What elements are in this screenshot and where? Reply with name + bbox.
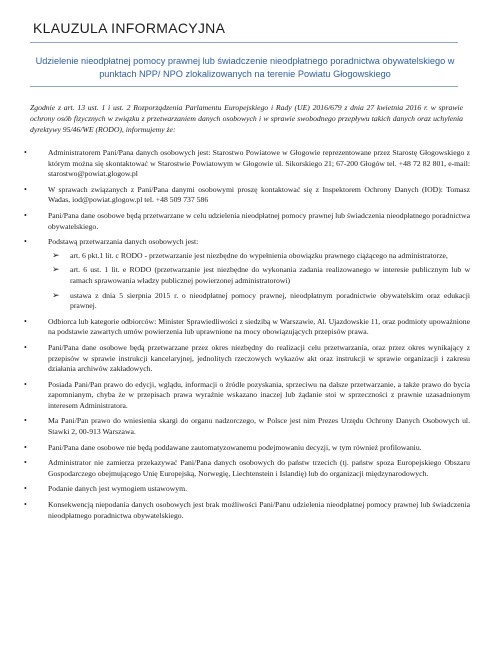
sub-list-item [48, 265, 470, 286]
intro-paragraph: Zgodnie z art. 13 ust. 1 i ust. 2 Rozporządzenia Parlamentu Europejskiego i Rady (UE) 2016/679 z dnia 27 kwietnia 2016 r. w sprawie ochrony osób fizycznych w związku z przetwarzaniem danych osobowych i w sprawie swobodnego przepływu takich danych oraz uchylenia dyrektywy 95/46/WE (RODO), informujemy że: [30, 103, 463, 134]
arrow-bullet-icon: ➢ [52, 289, 60, 300]
list-item [18, 484, 470, 495]
list-item-text: Pani/Pana dane osobowe nie będą poddawane zautomatyzowanemu podejmowaniu decyzji, w tym również profilowaniu. [48, 442, 422, 452]
list-item [18, 211, 470, 232]
list-item-text: Posiada Pani/Pan prawo do edycji, wglądu, informacji o źródle pozyskania, sprzeciwu na dalsze przetwarzanie, a także prawo do bycia zapomnianym, chyba że w przepisach prawa wyraźnie wskazano inaczej lub żądanie stoi w sprzeczności z prawnie uzasadnionym interesem Administratora. [48, 379, 470, 410]
list-item [18, 185, 470, 206]
list-item-text: Ma Pani/Pan prawo do wniesienia skargi do organu nadzorczego, w Polsce jest nim Prezes Urzędu Ochrony Danych Osobowych ul. Stawki 2, 00-913 Warszawa. [48, 416, 470, 437]
bullet-icon: • [24, 379, 27, 389]
bullet-icon: • [24, 416, 27, 426]
list-item-text: Podstawą przetwarzania danych osobowych jest: [48, 237, 199, 247]
bullet-icon: • [24, 316, 27, 326]
sub-list-item-text: art. 6 ust. 1 lit. e RODO (przetwarzanie jest niezbędne do wykonania zadania realizowanego w interesie publicznym lub w ramach sprawowania władzy publicznej powierzonej administratorowi) [70, 265, 470, 285]
information-list [18, 148, 470, 526]
arrow-bullet-icon: ➢ [52, 264, 60, 275]
bullet-icon: • [24, 210, 27, 220]
bullet-icon: • [24, 237, 27, 247]
list-item-text: Pani/Pana dane osobowe będą przetwarzane w celu udzielenia nieodpłatnej pomocy prawnej lub świadczenia nieodpłatnego poradnictwa obywatelskiego. [48, 210, 470, 231]
list-item-text: W sprawach związanych z Pani/Pana danymi osobowymi proszę kontaktować się z Inspektorem Ochrony Danych (IOD): Tomasz Wadas, iod@powiat.glogow.pl tel. +48 509 737 586 [48, 184, 470, 205]
bullet-icon: • [24, 484, 27, 494]
list-item-text: Odbiorca lub kategorie odbiorców: Minister Sprawiedliwości z siedzibą w Warszawie, Al. Ujazdowskie 11, oraz podmioty upoważnione na podstawie zawartych umów powierzenia lub uprawnione na mocy obowiązujących przepisów prawa. [48, 316, 470, 337]
legal-basis-list [48, 251, 470, 312]
list-item [18, 500, 470, 521]
list-item [18, 416, 470, 437]
list-item-text: Konsekwencją niepodania danych osobowych jest brak możliwości Pani/Panu udzielenia nieodpłatnej pomocy prawnej lub świadczenia nieodpłatnego poradnictwa obywatelskiego. [48, 500, 470, 520]
bullet-icon: • [24, 458, 27, 468]
list-item [18, 343, 470, 375]
list-item [18, 443, 470, 454]
list-item [18, 317, 470, 338]
bullet-icon: • [24, 342, 27, 352]
document-title: KLAUZULA INFORMACYJNA [33, 20, 226, 36]
bullet-icon: • [24, 184, 27, 194]
list-item-text: Administratorem Pani/Pana danych osobowych jest: Starostwo Powiatowe w Głogowie reprezentowane przez Starostę Głogowskiego z którym można się skontaktować w Starostwie Powiatowym w Głogowie ul. Sikorskiego 21; 67-200 Głogów tel. +48 72 82 801, e-mail: starostwo@powiat.glogow.pl [48, 148, 470, 179]
list-item [18, 148, 470, 180]
sub-list-item-text: art. 6 pkt.1 lit. c RODO - przetwarzanie jest niezbędne do wypełnienia obowiązku prawnego ciążącego na administratorze, [70, 250, 448, 260]
sub-list-item [48, 251, 470, 262]
list-item [18, 458, 470, 479]
document-subtitle: Udzielenie nieodpłatnej pomocy prawnej lub świadczenie nieodpłatnego poradnictwa obywatelskiego w punktach NPP/ NPO zlokalizowanych na terenie Powiatu Głogowskiego [35, 56, 455, 79]
arrow-bullet-icon: ➢ [52, 249, 60, 260]
bullet-icon: • [24, 500, 27, 510]
title-divider [30, 42, 458, 43]
list-item-text: Pani/Pana dane osobowe będą przetwarzane przez okres niezbędny do realizacji celu przetwarzania, oraz przez okres wynikający z przepisów w sprawie instrukcji kancelaryjnej, jednolitych rzeczowych wykazów akt oraz instrukcji w sprawie organizacji i zakresu działania archiwów zakładowych. [48, 342, 470, 374]
list-item [18, 237, 470, 312]
sub-list-item [48, 291, 470, 312]
subtitle-divider [30, 86, 458, 87]
bullet-icon: • [24, 442, 27, 452]
sub-list-item-text: ustawa z dnia 5 sierpnia 2015 r. o nieodpłatnej pomocy prawnej, nieodpłatnym poradnictwie obywatelskim oraz edukacji prawnej. [70, 290, 470, 311]
bullet-icon: • [24, 148, 27, 157]
list-item-text: Administrator nie zamierza przekazywać Pani/Pana danych osobowych do państw trzecich (tj. państw spoza Europejskiego Obszaru Gospodarczego obejmującego Unię Europejską, Norwegię, Liechtenstein i Islandię) lub do organizacji międzynarodowych. [48, 458, 470, 478]
list-item-text: Podanie danych jest wymogiem ustawowym. [48, 484, 187, 494]
list-item [18, 380, 470, 412]
